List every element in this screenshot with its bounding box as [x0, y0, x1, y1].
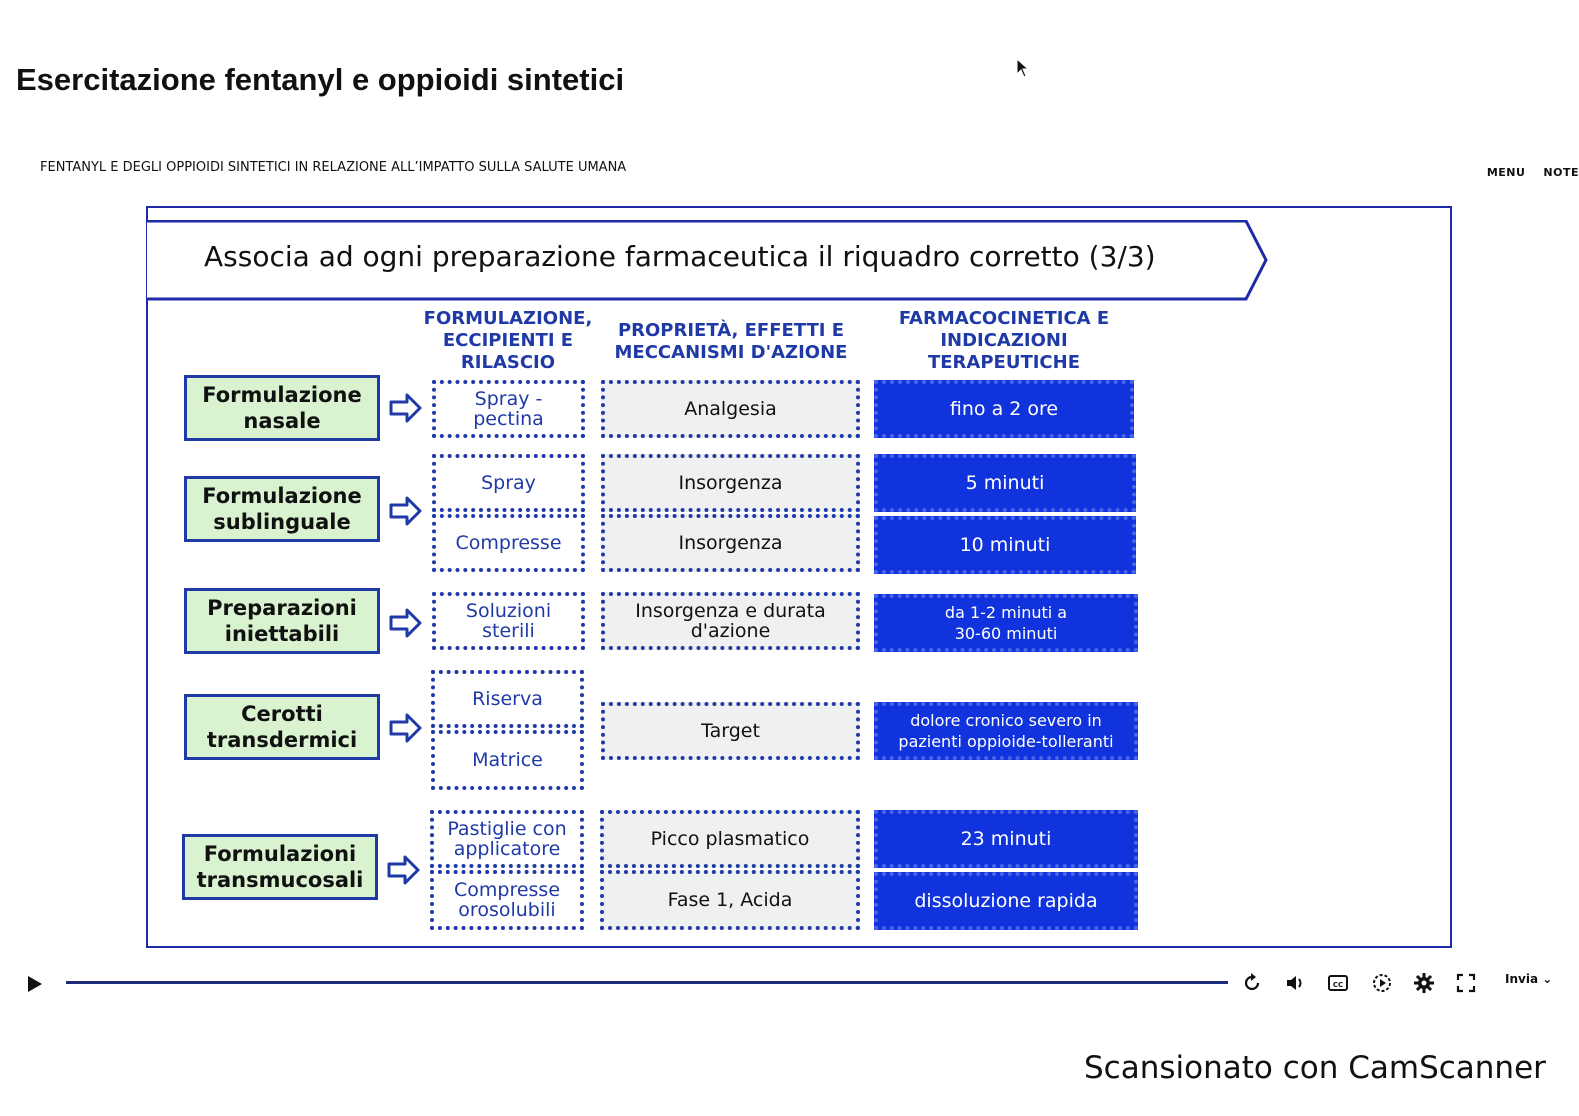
property-item[interactable]: Fase 1, Acida [600, 870, 860, 930]
pharmacokinetics-item[interactable]: 23 minuti [874, 810, 1138, 868]
formulation-item[interactable]: Compresse orosolubili [430, 870, 584, 930]
page-title: Esercitazione fentanyl e oppioidi sintetici [16, 62, 625, 97]
property-item[interactable]: Insorgenza [601, 514, 860, 572]
formulation-item[interactable]: Spray [432, 454, 585, 512]
pharmacokinetics-item[interactable]: 5 minuti [874, 454, 1136, 512]
pharmacokinetics-item[interactable]: dissoluzione rapida [874, 872, 1138, 930]
pharmacokinetics-item[interactable]: da 1-2 minuti a 30-60 minuti [874, 594, 1138, 652]
settings-icon[interactable] [1413, 972, 1435, 994]
group-sublingual[interactable]: Formulazione sublinguale [184, 476, 380, 542]
top-nav [1487, 166, 1579, 179]
scan-watermark: Scansionato con CamScanner [1084, 1050, 1546, 1086]
property-item[interactable]: Picco plasmatico [600, 810, 860, 868]
mouse-cursor-icon [1016, 58, 1030, 78]
video-player-controls [0, 962, 1579, 1006]
replay-icon[interactable] [1241, 972, 1263, 994]
menu-link[interactable]: MENU [1486, 166, 1526, 179]
fullscreen-icon[interactable] [1455, 972, 1477, 994]
pharmacokinetics-item[interactable]: fino a 2 ore [874, 380, 1134, 438]
formulation-item[interactable]: Riserva [431, 670, 584, 728]
formulation-item[interactable]: Matrice [431, 730, 584, 790]
svg-text:CC: CC [1332, 981, 1344, 989]
note-link[interactable]: NOTE [1543, 166, 1579, 179]
arrow-right-icon [389, 712, 423, 744]
arrow-right-icon [389, 392, 423, 424]
volume-icon[interactable] [1284, 972, 1306, 994]
group-transmucosal[interactable]: Formulazioni transmucosali [182, 834, 378, 900]
arrow-right-icon [389, 607, 423, 639]
property-item[interactable]: Target [601, 702, 860, 760]
property-item[interactable]: Insorgenza e durata d'azione [601, 592, 860, 650]
group-nasal[interactable]: Formulazione nasale [184, 375, 380, 441]
formulation-item[interactable]: Compresse [432, 514, 585, 572]
column-header-pharmacokinetics: FARMACOCINETICA E INDICAZIONI TERAPEUTICHE [898, 308, 1110, 373]
formulation-item[interactable]: Soluzioni sterili [432, 592, 585, 650]
send-button[interactable]: Invia ⌄ [1505, 972, 1553, 986]
group-injectable[interactable]: Preparazioni iniettabili [184, 588, 380, 654]
progress-bar[interactable] [66, 981, 1228, 984]
captions-icon[interactable] [1327, 972, 1349, 994]
group-transdermal[interactable]: Cerotti transdermici [184, 694, 380, 760]
pharmacokinetics-item[interactable]: dolore cronico severo in pazienti oppioide-tolleranti [874, 702, 1138, 760]
formulation-item[interactable]: Pastiglie con applicatore [430, 810, 584, 868]
speed-icon[interactable] [1371, 972, 1393, 994]
arrow-right-icon [387, 854, 421, 886]
formulation-item[interactable]: Spray - pectina [432, 380, 585, 438]
property-item[interactable]: Insorgenza [601, 454, 860, 512]
column-header-properties: PROPRIETÀ, EFFETTI E MECCANISMI D'AZIONE [614, 320, 848, 363]
pharmacokinetics-item[interactable]: 10 minuti [874, 516, 1136, 574]
arrow-right-icon [389, 495, 423, 527]
slide-instruction: Associa ad ogni preparazione farmaceutica il riquadro corretto (3/3) [204, 240, 1156, 273]
property-item[interactable]: Analgesia [601, 380, 860, 438]
section-subtitle: FENTANYL E DEGLI OPPIOIDI SINTETICI IN RELAZIONE ALL’IMPATTO SULLA SALUTE UMANA [40, 160, 627, 175]
column-header-formulation: FORMULAZIONE, ECCIPIENTI E RILASCIO [423, 308, 593, 373]
play-icon[interactable] [26, 974, 44, 994]
